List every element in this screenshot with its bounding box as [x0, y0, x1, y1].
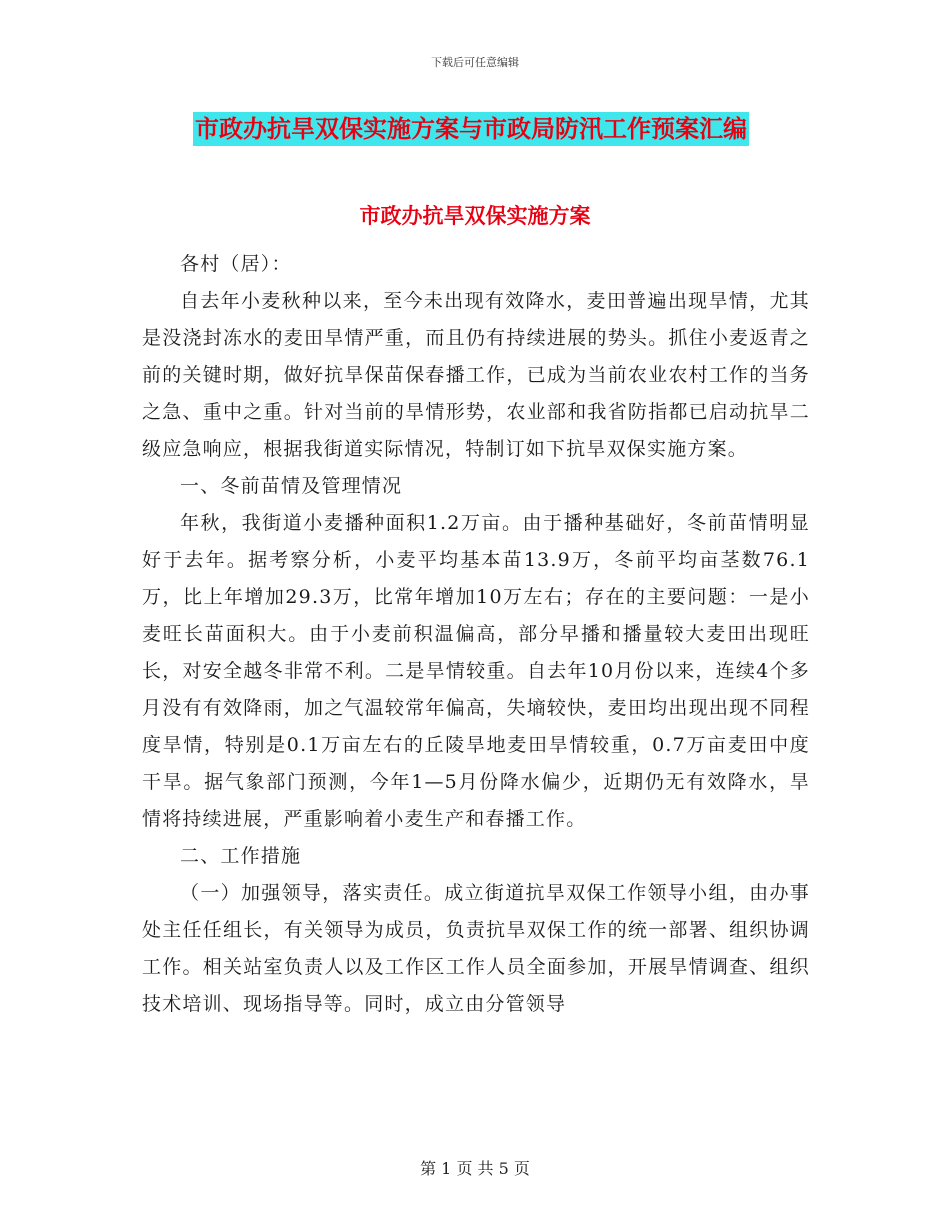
section-title: 市政办抗旱双保实施方案: [359, 203, 591, 228]
heading-section-1: 一、冬前苗情及管理情况: [180, 475, 403, 497]
paragraph-measure-1: （一）加强领导，落实责任。成立街道抗旱双保工作领导小组，由办事处主任任组长，有关领导为成员，负责抗旱双保工作的统一部署、组织协调工作。相关站室负责人以及工作区工作人员全面参加，开展旱情调查、组织技术培训、现场指导等。同时，成立由分管领导: [142, 882, 810, 1015]
salutation: 各村（居）：: [180, 253, 292, 275]
paragraph-intro: 自去年小麦秋种以来，至今未出现有效降水，麦田普遍出现旱情，尤其是没浇封冻水的麦田旱情严重，而且仍有持续进展的势头。抓住小麦返青之前的关键时期，做好抗旱保苗保春播工作，已成为当前农业农村工作的当务之急、重中之重。针对当前的旱情形势，农业部和我省防指都已启动抗旱二级应急响应，根据我街道实际情况，特制订如下抗旱双保实施方案。: [142, 290, 810, 460]
heading-section-2: 二、工作措施: [180, 845, 302, 867]
document-title: 市政办抗旱双保实施方案与市政局防汛工作预案汇编: [193, 112, 749, 146]
page-footer: 第 1 页 共 5 页: [420, 1159, 530, 1178]
header-note: 下载后可任意编辑: [431, 56, 519, 69]
paragraph-section-1: 年秋，我街道小麦播种面积1.2万亩。由于播种基础好，冬前苗情明显好于去年。据考察分析，小麦平均基本苗13.9万，冬前平均亩茎数76.1万，比上年增加29.3万，比常年增加10万左右；存在的主要问题：一是小麦旺长苗面积大。由于小麦前积温偏高，部分早播和播量较大麦田出现旺长，对安全越冬非常不利。二是旱情较重。自去年10月份以来，连续4个多月没有有效降雨，加之气温较常年偏高，失墒较快，麦田均出现出现不同程度旱情，特别是0.1万亩左右的丘陵旱地麦田旱情较重，0.7万亩麦田中度干旱。据气象部门预测，今年1—5月份降水偏少，近期仍无有效降水，旱情将持续进展，严重影响着小麦生产和春播工作。: [142, 512, 810, 830]
document-body: [142, 246, 810, 1023]
